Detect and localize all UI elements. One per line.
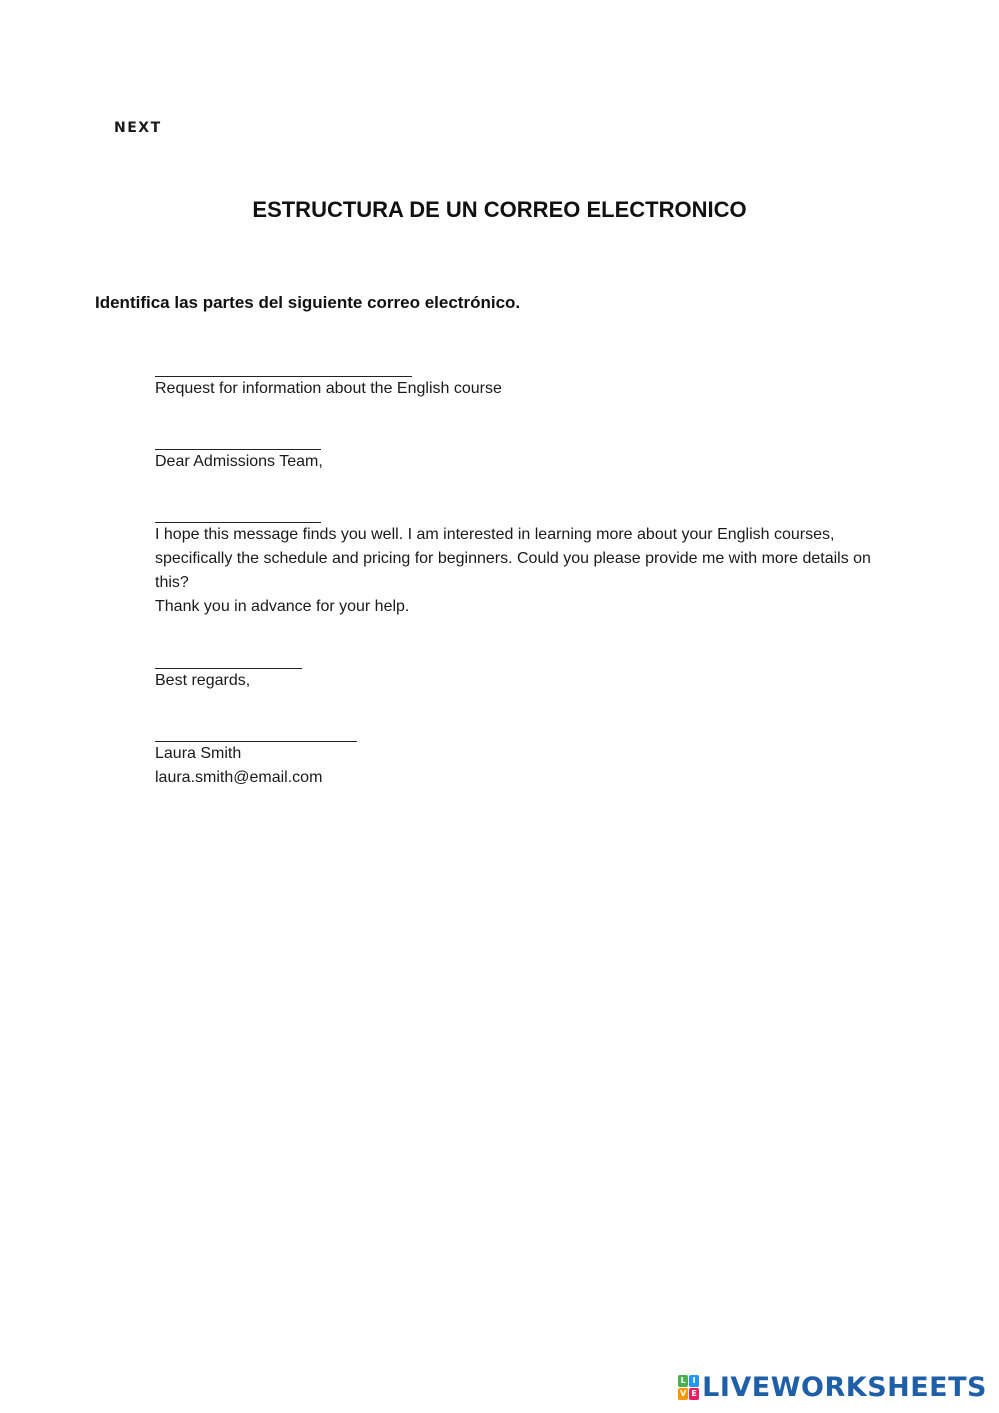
brand-text: LIVEWORKSHEETS [702, 1372, 987, 1403]
subject-answer-blank[interactable] [155, 356, 412, 377]
icon-tile-e: E [689, 1388, 699, 1400]
icon-tile-i: I [689, 1375, 699, 1387]
signature-email: laura.smith@email.com [155, 769, 323, 786]
next-logo: NEXT [114, 120, 162, 136]
signature-section [155, 721, 357, 790]
greeting-section [155, 429, 323, 474]
signature-answer-blank[interactable] [155, 721, 357, 742]
body-answer-blank[interactable] [155, 502, 321, 523]
closing-text: Best regards, [155, 672, 251, 689]
closing-section [155, 648, 302, 693]
greeting-text: Dear Admissions Team, [155, 453, 323, 470]
instruction-text: Identifica las partes del siguiente correo electrónico. [95, 293, 521, 312]
subject-text: Request for information about the English course [155, 380, 502, 397]
liveworksheets-icon [678, 1375, 699, 1400]
body-thanks: Thank you in advance for your help. [155, 598, 410, 615]
greeting-answer-blank[interactable] [155, 429, 321, 450]
page-title: ESTRUCTURA DE UN CORREO ELECTRONICO [252, 197, 747, 222]
body-section [155, 502, 895, 619]
liveworksheets-brand [678, 1372, 987, 1403]
signature-name: Laura Smith [155, 745, 242, 762]
body-paragraph: I hope this message finds you well. I am interested in learning more about your English courses, specifically the schedule and pricing for beginners. Could you please provide me with more details on this? [155, 526, 871, 591]
subject-section [155, 356, 502, 401]
icon-tile-l: L [678, 1375, 688, 1387]
icon-tile-v: V [680, 1389, 687, 1398]
closing-answer-blank[interactable] [155, 648, 302, 669]
